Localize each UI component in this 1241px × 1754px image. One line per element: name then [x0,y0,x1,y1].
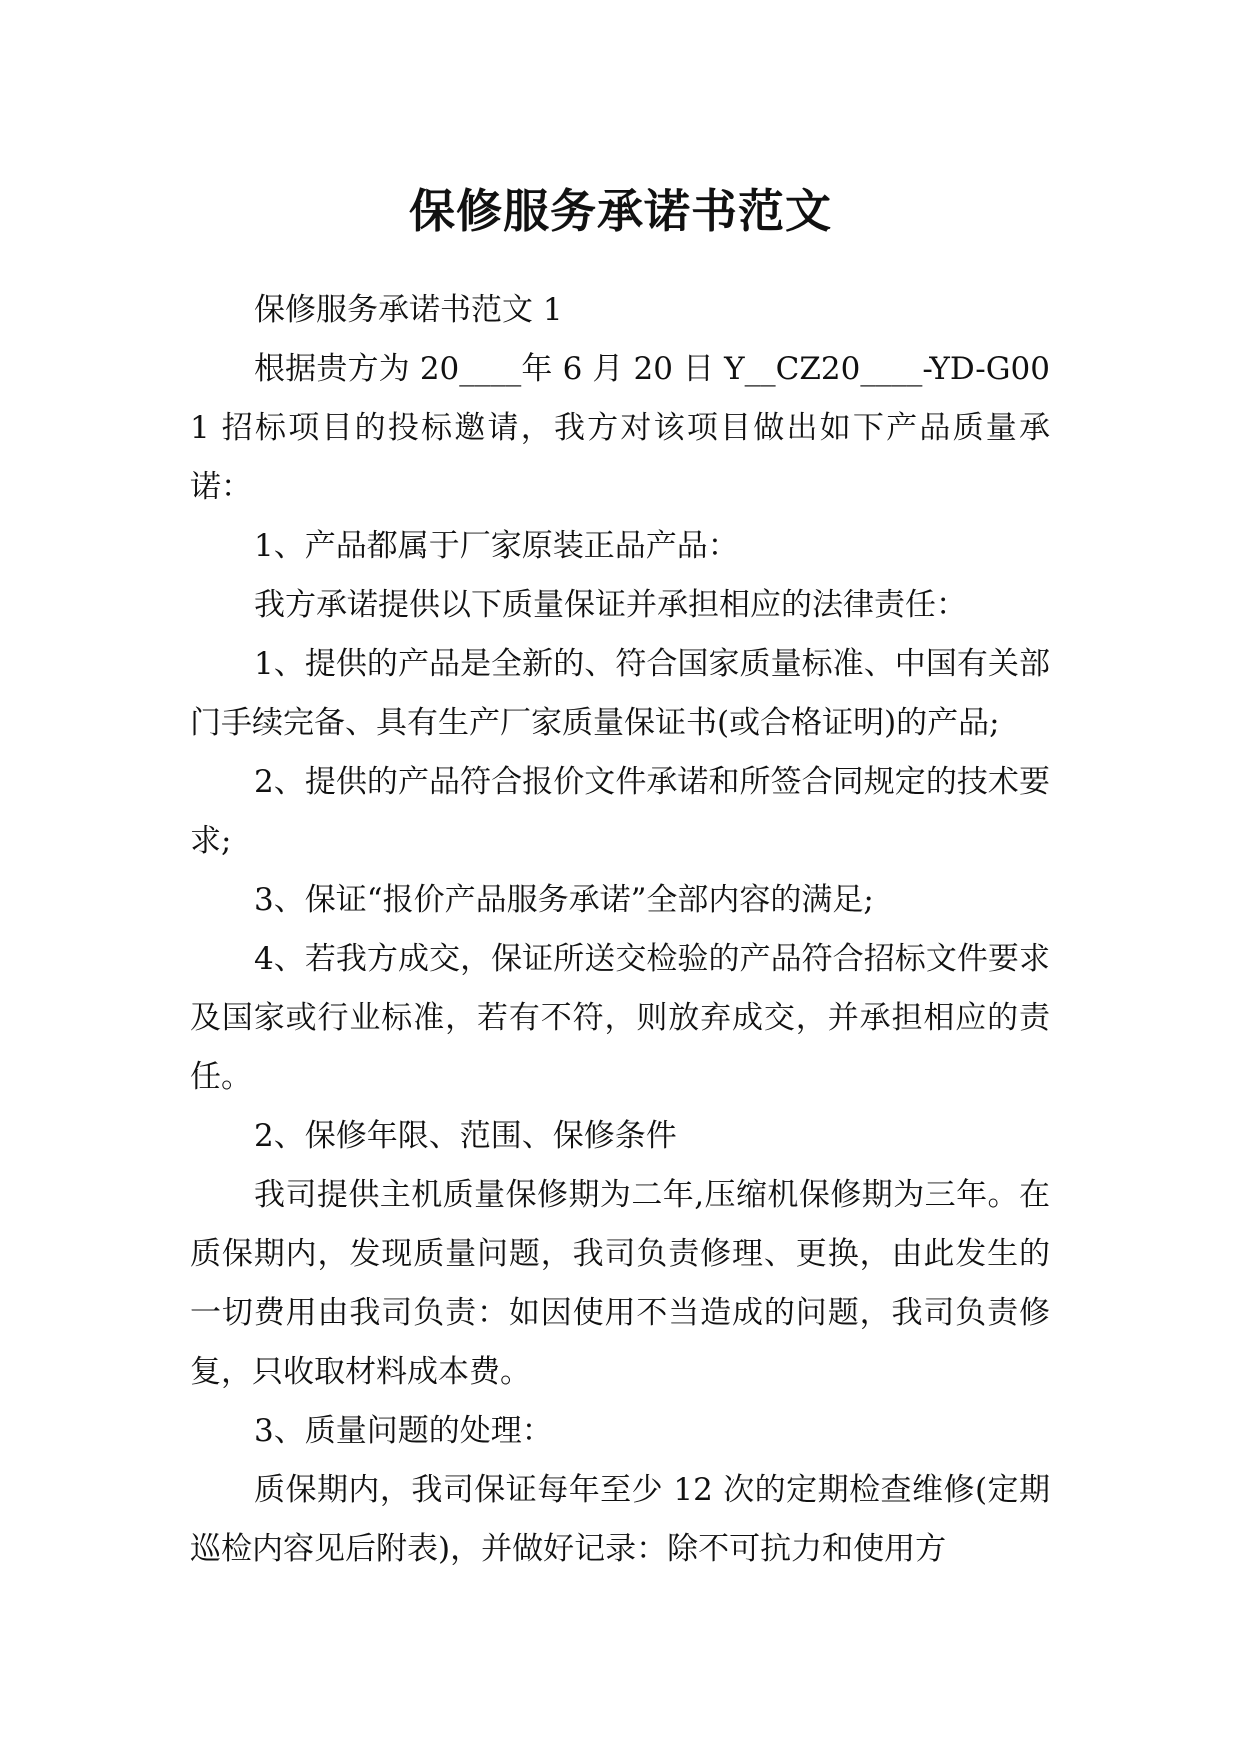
paragraph-2: 根据贵方为 20____年 6 月 20 日 Y__CZ20____-YD-G001 招标项目的投标邀请，我方对该项目做出如下产品质量承诺： [190,351,1050,505]
paragraph-10: 我司提供主机质量保修期为二年,压缩机保修期为三年。在质保期内，发现质量问题，我司负责修理、更换，由此发生的一切费用由我司负责：如因使用不当造成的问题，我司负责修复，只收取材料成本费。 [190,1177,1050,1390]
paragraph-9: 2、保修年限、范围、保修条件 [254,1118,677,1154]
paragraph-4: 我方承诺提供以下质量保证并承担相应的法律责任： [254,587,967,623]
paragraph-6: 2、提供的产品符合报价文件承诺和所签合同规定的技术要求; [190,764,1050,859]
document-body [190,281,1050,1579]
paragraph-5: 1、提供的产品是全新的、符合国家质量标准、中国有关部门手续完备、具有生产厂家质量保证书(或合格证明)的产品; [190,646,1050,741]
paragraph-11: 3、质量问题的处理： [254,1413,553,1449]
document-title: 保修服务承诺书范文 [409,183,832,238]
paragraph-3: 1、产品都属于厂家原装正品产品： [254,528,739,564]
paragraph-8: 4、若我方成交，保证所送交检验的产品符合招标文件要求及国家或行业标准，若有不符，则放弃成交，并承担相应的责任。 [190,941,1050,1095]
paragraph-1: 保修服务承诺书范文 1 [254,292,563,328]
paragraph-7: 3、保证“报价产品服务承诺”全部内容的满足; [254,882,874,918]
paragraph-12: 质保期内，我司保证每年至少 12 次的定期检查维修(定期巡检内容见后附表)，并做好记录：除不可抗力和使用方 [190,1472,1050,1567]
